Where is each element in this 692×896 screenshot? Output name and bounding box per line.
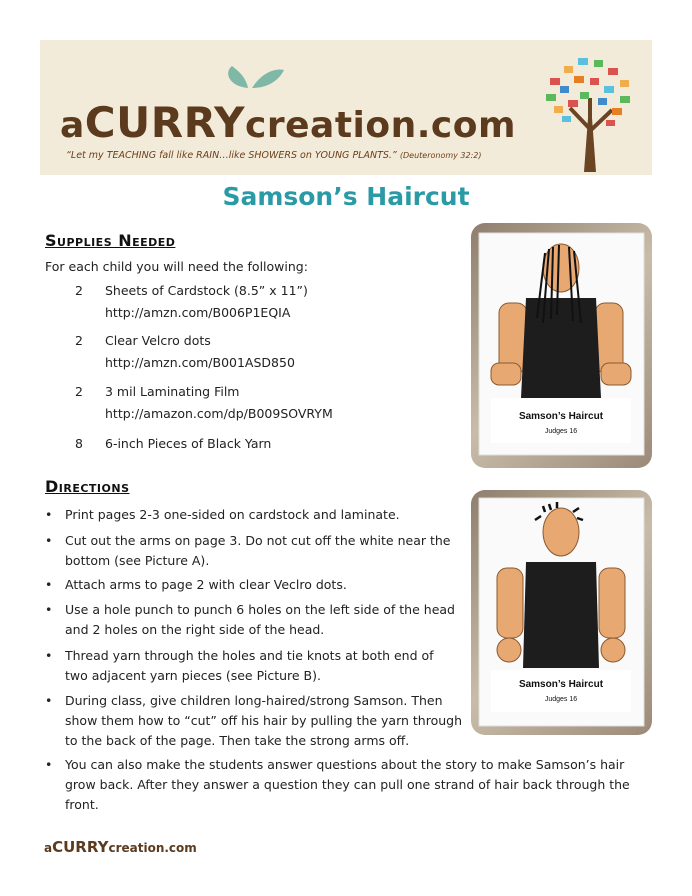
bullet-icon: • (45, 648, 53, 663)
supply-name: 6-inch Pieces of Black Yarn (105, 436, 272, 451)
supply-name: Sheets of Cardstock (8.5” x 11”) (105, 283, 308, 298)
supply-qty: 2 (75, 333, 83, 348)
step-line: grow back. After they answer a question they can pull one strand of hair back through the (65, 777, 630, 792)
supply-name: 3 mil Laminating Film (105, 384, 240, 399)
logo-prefix: a (60, 105, 85, 146)
supplies-heading: Supplies Needed (45, 231, 176, 250)
picture-subcaption: Judges 16 (544, 696, 578, 703)
picture-subcaption: Judges 16 (544, 428, 578, 435)
bullet-icon: • (45, 577, 53, 592)
bullet-icon: • (45, 602, 53, 617)
picture-caption: Samson’s Haircut (518, 679, 604, 690)
bullet-icon: • (45, 507, 53, 522)
tagline-reference: (Deuteronomy 32:2) (399, 151, 482, 160)
page-title: Samson’s Haircut (222, 182, 470, 211)
samson-long-hair-illustration (471, 223, 652, 468)
step-line: Print pages 2-3 one-sided on cardstock and laminate. (65, 507, 400, 522)
footer-logo-prefix: a (44, 841, 53, 855)
picture-caption: Samson’s Haircut (518, 411, 604, 422)
supply-qty: 2 (75, 384, 83, 399)
picture-a (471, 223, 652, 468)
step-line: You can also make the students answer questions about the story to make Samson’s hair (65, 757, 625, 772)
step-line: to the back of the page. Then take the strong arms off. (65, 733, 410, 748)
step-line: Use a hole punch to punch 6 holes on the left side of the head (65, 602, 455, 617)
bullet-icon: • (45, 693, 53, 708)
step-line: show them how to “cut” off his hair by pulling the yarn through (65, 713, 463, 728)
logo-main: CURRY (84, 98, 246, 147)
supplies-intro: For each child you will need the following: (45, 259, 308, 274)
book-tree-icon (540, 48, 640, 173)
header-banner (40, 40, 652, 175)
supply-link[interactable]: http://amzn.com/B001ASD850 (105, 355, 295, 370)
bullet-icon: • (45, 757, 53, 772)
footer-logo-main: CURRY (52, 838, 109, 856)
supply-qty: 8 (75, 436, 83, 451)
footer-logo-suffix: creation.com (108, 841, 197, 855)
supply-link[interactable]: http://amzn.com/B006P1EQIA (105, 305, 291, 320)
supply-link[interactable]: http://amazon.com/dp/B009SOVRYM (105, 406, 333, 421)
tagline (66, 150, 586, 161)
logo-suffix: creation.com (245, 105, 517, 146)
leaf-logo-icon (218, 62, 288, 90)
site-logo[interactable] (60, 98, 516, 147)
picture-b (471, 490, 652, 735)
step-line: Attach arms to page 2 with clear Veclro dots. (65, 577, 347, 592)
step-line: During class, give children long-haired/strong Samson. Then (65, 693, 443, 708)
step-line: and 2 holes on the right side of the head. (65, 622, 325, 637)
directions-heading: Directions (45, 477, 130, 496)
supply-qty: 2 (75, 283, 83, 298)
tagline-quote: “Let my TEACHING fall like RAIN…like SHOWERS on YOUNG PLANTS.” (66, 150, 397, 161)
supply-name: Clear Velcro dots (105, 333, 211, 348)
step-line: two adjacent yarn pieces (see Picture B). (65, 668, 321, 683)
step-line: Cut out the arms on page 3. Do not cut off the white near the (65, 533, 451, 548)
step-line: front. (65, 797, 99, 812)
step-line: bottom (see Picture A). (65, 553, 210, 568)
bullet-icon: • (45, 533, 53, 548)
step-line: Thread yarn through the holes and tie knots at both end of (65, 648, 434, 663)
footer-logo[interactable] (44, 838, 197, 856)
samson-short-hair-illustration (471, 490, 652, 735)
